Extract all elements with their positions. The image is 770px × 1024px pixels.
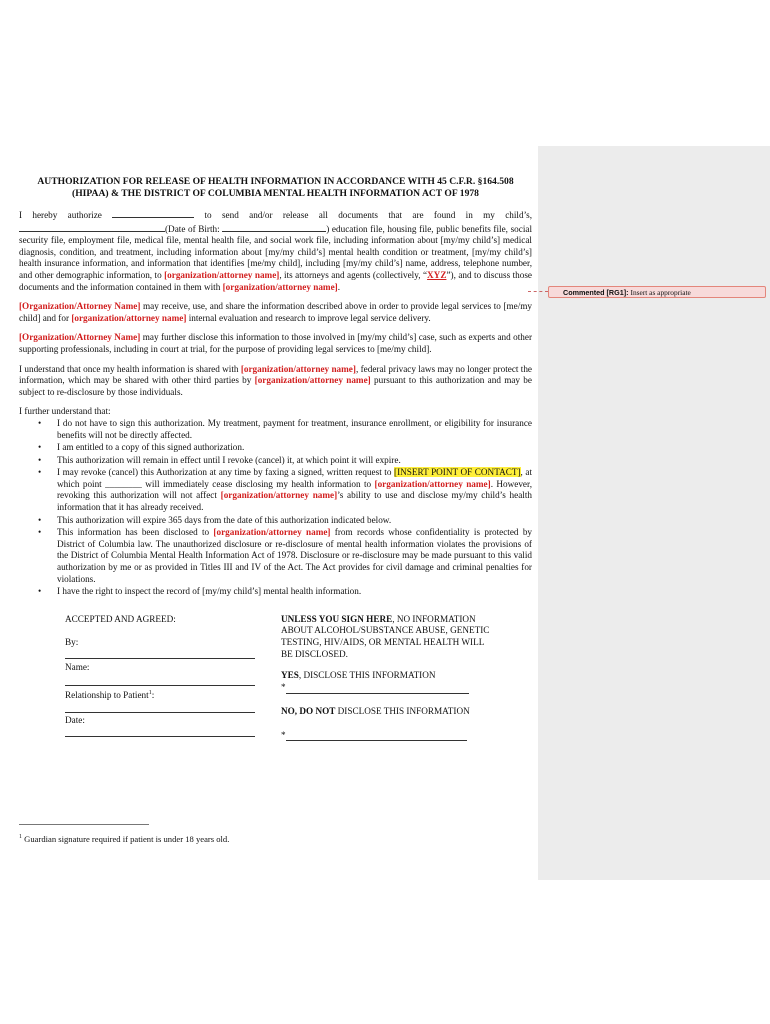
title-line-1: AUTHORIZATION FOR RELEASE OF HEALTH INFORMATION IN ACCORDANCE WITH 45 C.F.R. §164.508 (37, 176, 514, 187)
signature-right-column (281, 614, 491, 742)
date-label: Date: (65, 715, 85, 726)
signature-left-column (65, 614, 255, 737)
text-run: I may revoke (cancel) this Authorization at any time by faxing a signed, written request to (57, 467, 395, 478)
signature-section (19, 614, 532, 759)
accepted-label: ACCEPTED AND AGREED: (65, 613, 176, 624)
placeholder-org-name: [organization/attorney name] (220, 490, 338, 501)
asterisk: * (281, 729, 286, 740)
text-run: ”), and to discuss those documents and the information contained in them with (19, 269, 532, 292)
relationship-line[interactable] (65, 703, 255, 713)
footnote-text: Guardian signature required if patient is under 18 years old. (22, 834, 230, 844)
placeholder-org-name: [Organization/Attorney Name] (19, 332, 141, 343)
comment-balloon[interactable] (548, 286, 766, 298)
paragraph-authorization (19, 208, 532, 293)
text-run: , at which point ________ will immediately cease disclosing my health information to (57, 467, 532, 489)
text-run: YES (281, 670, 299, 681)
by-label: By: (65, 637, 79, 648)
text-run: I hereby authorize (19, 210, 102, 220)
list-item: • This authorization will expire 365 days from the date of this authorization indicated below. (57, 515, 532, 527)
yes-signature-line[interactable] (286, 684, 469, 694)
text-run: , its attorneys and agents (279, 269, 371, 280)
placeholder-org-name: [organization/attorney name] (222, 281, 338, 292)
footnote (19, 834, 229, 844)
blank-authorized-party[interactable] (112, 208, 194, 218)
text-run: This information has been disclosed to (57, 527, 214, 538)
name-label: Name: (65, 662, 90, 672)
text-run: pursuant to this authorization and may be subject to re-disclosure by those individuals. (19, 375, 532, 397)
placeholder-org-name: [organization/attorney name] (164, 269, 280, 280)
placeholder-org-name: [organization/attorney name] (213, 527, 331, 538)
blank-child-name[interactable] (19, 222, 165, 232)
name-line[interactable] (65, 676, 255, 686)
date-line[interactable] (65, 727, 255, 737)
text-run: ) education file, housing file, public benefits file, social security file, employment file, medical file, mental health file, and social work file, including information about [my/my child’s] medical diagnosis, condition, and treatment, including information about [my/my child’s] mental health condition or treatment, [my/my child’s] health insurance information, and information that identifies [me/my child], including [my/my child’s] name, address, telephone number, and other demographic information, to (19, 223, 532, 280)
list-item: • I do not have to sign this authorization. My treatment, payment for treatment, insurance enrollment, or eligibility for insurance benefits will not be directly affected. (57, 418, 532, 441)
text-run: NO, DO NOT (281, 705, 336, 716)
highlight-point-of-contact: [INSERT POINT OF CONTACT] (394, 467, 521, 478)
footnote-separator (19, 824, 149, 825)
list-item (57, 467, 532, 513)
text-run: Relationship to Patient (65, 689, 149, 700)
document-title (19, 176, 532, 200)
by-signature-line[interactable] (65, 649, 255, 659)
list-item: • This authorization will remain in effect until I revoke (cancel) it, at which point it will expire. (57, 455, 532, 467)
placeholder-org-name: [Organization/Attorney Name] (19, 301, 141, 312)
paragraph-privacy-notice (19, 364, 532, 399)
footnote-ref: 1 (148, 689, 152, 696)
no-signature-row[interactable] (281, 729, 491, 741)
paragraph-use-of-information (19, 301, 532, 324)
list-item: • I have the right to inspect the record of [my/my child’s] mental health information. (57, 586, 532, 598)
list-item (57, 527, 532, 585)
comments-margin-pane (538, 146, 770, 880)
comment-text: Insert as appropriate (630, 288, 691, 297)
paragraph-further-disclosure (19, 332, 532, 355)
text-run: : (151, 689, 155, 700)
blank-date-of-birth[interactable] (222, 222, 326, 232)
text-run: , DISCLOSE THIS INFORMATION (298, 670, 436, 681)
footnote-mark: 1 (19, 834, 22, 841)
text-run: ’s ability to use and disclose my/my child’s health information that it has already received. (57, 490, 532, 513)
placeholder-org-name: [organization/attorney name] (71, 312, 187, 323)
comment-anchor-line (528, 291, 548, 292)
comment-author: Commented [RG1]: (563, 288, 629, 297)
text-run: . (337, 281, 340, 292)
understanding-list (19, 418, 532, 598)
asterisk: * (281, 682, 286, 693)
text-run: may receive, use, and share the information described above in order to provide legal services to [me/my child] and for (19, 301, 532, 323)
text-run: , NO INFORMATION ABOUT ALCOHOL/SUBSTANCE ABUSE, GENETIC TESTING, HIV/AIDS, OR MENTAL HEALTH WILL BE DISCLOSED. (281, 613, 490, 659)
further-understand-heading: I further understand that: (19, 406, 111, 417)
text-run: I understand that once my health information is shared with (19, 363, 241, 374)
no-disclose-label (281, 706, 491, 718)
placeholder-org-name: [organization/attorney name] (374, 478, 491, 489)
text-run: (Date of Birth: (165, 223, 220, 234)
text-run: internal evaluation and research to improve legal service delivery. (186, 312, 431, 323)
placeholder-org-name: [organization/attorney name] (240, 363, 356, 374)
text-run: , federal privacy laws may no longer protect the information, which may be shared with other third parties by (19, 363, 533, 386)
text-run: may further disclose this information to those involved in [my/my child’s] case, such as experts and other supporting professionals, including in court at trial, for the purpose of providing legal services to [me/my child]. (19, 332, 532, 354)
yes-signature-row[interactable] (281, 682, 491, 694)
text-run: DISCLOSE THIS INFORMATION (335, 705, 470, 716)
no-signature-line[interactable] (286, 731, 467, 741)
placeholder-org-name: [organization/attorney name] (254, 375, 371, 386)
text-run: UNLESS YOU SIGN HERE (281, 613, 393, 624)
text-run: to send and/or release all documents that are found in my child’s, (204, 210, 532, 220)
title-line-2: (HIPAA) & THE DISTRICT OF COLUMBIA MENTAL HEALTH INFORMATION ACT OF 1978 (72, 188, 479, 199)
placeholder-xyz: XYZ (427, 269, 447, 280)
text-run: . However, revoking this authorization will not affect (57, 478, 532, 501)
relationship-label (65, 688, 255, 702)
yes-disclose-label (281, 670, 491, 682)
unless-sign-notice (281, 614, 491, 660)
list-item: • I am entitled to a copy of this signed authorization. (57, 442, 532, 454)
document-page (19, 176, 532, 759)
text-run: (collectively, “ (372, 269, 428, 280)
text-run: from records whose confidentiality is protected by District of Columbia law. The unauthorized disclosure or re-disclosure of mental health information violates the provisions of the District of Columbia Mental Health Information Act of 1978. Disclosure or re-disclosure may be made pursuant to this valid authorization by me or as provided in Titles III and IV of the Act. The Act provides for civil damage and criminal penalties for violations. (57, 527, 533, 584)
